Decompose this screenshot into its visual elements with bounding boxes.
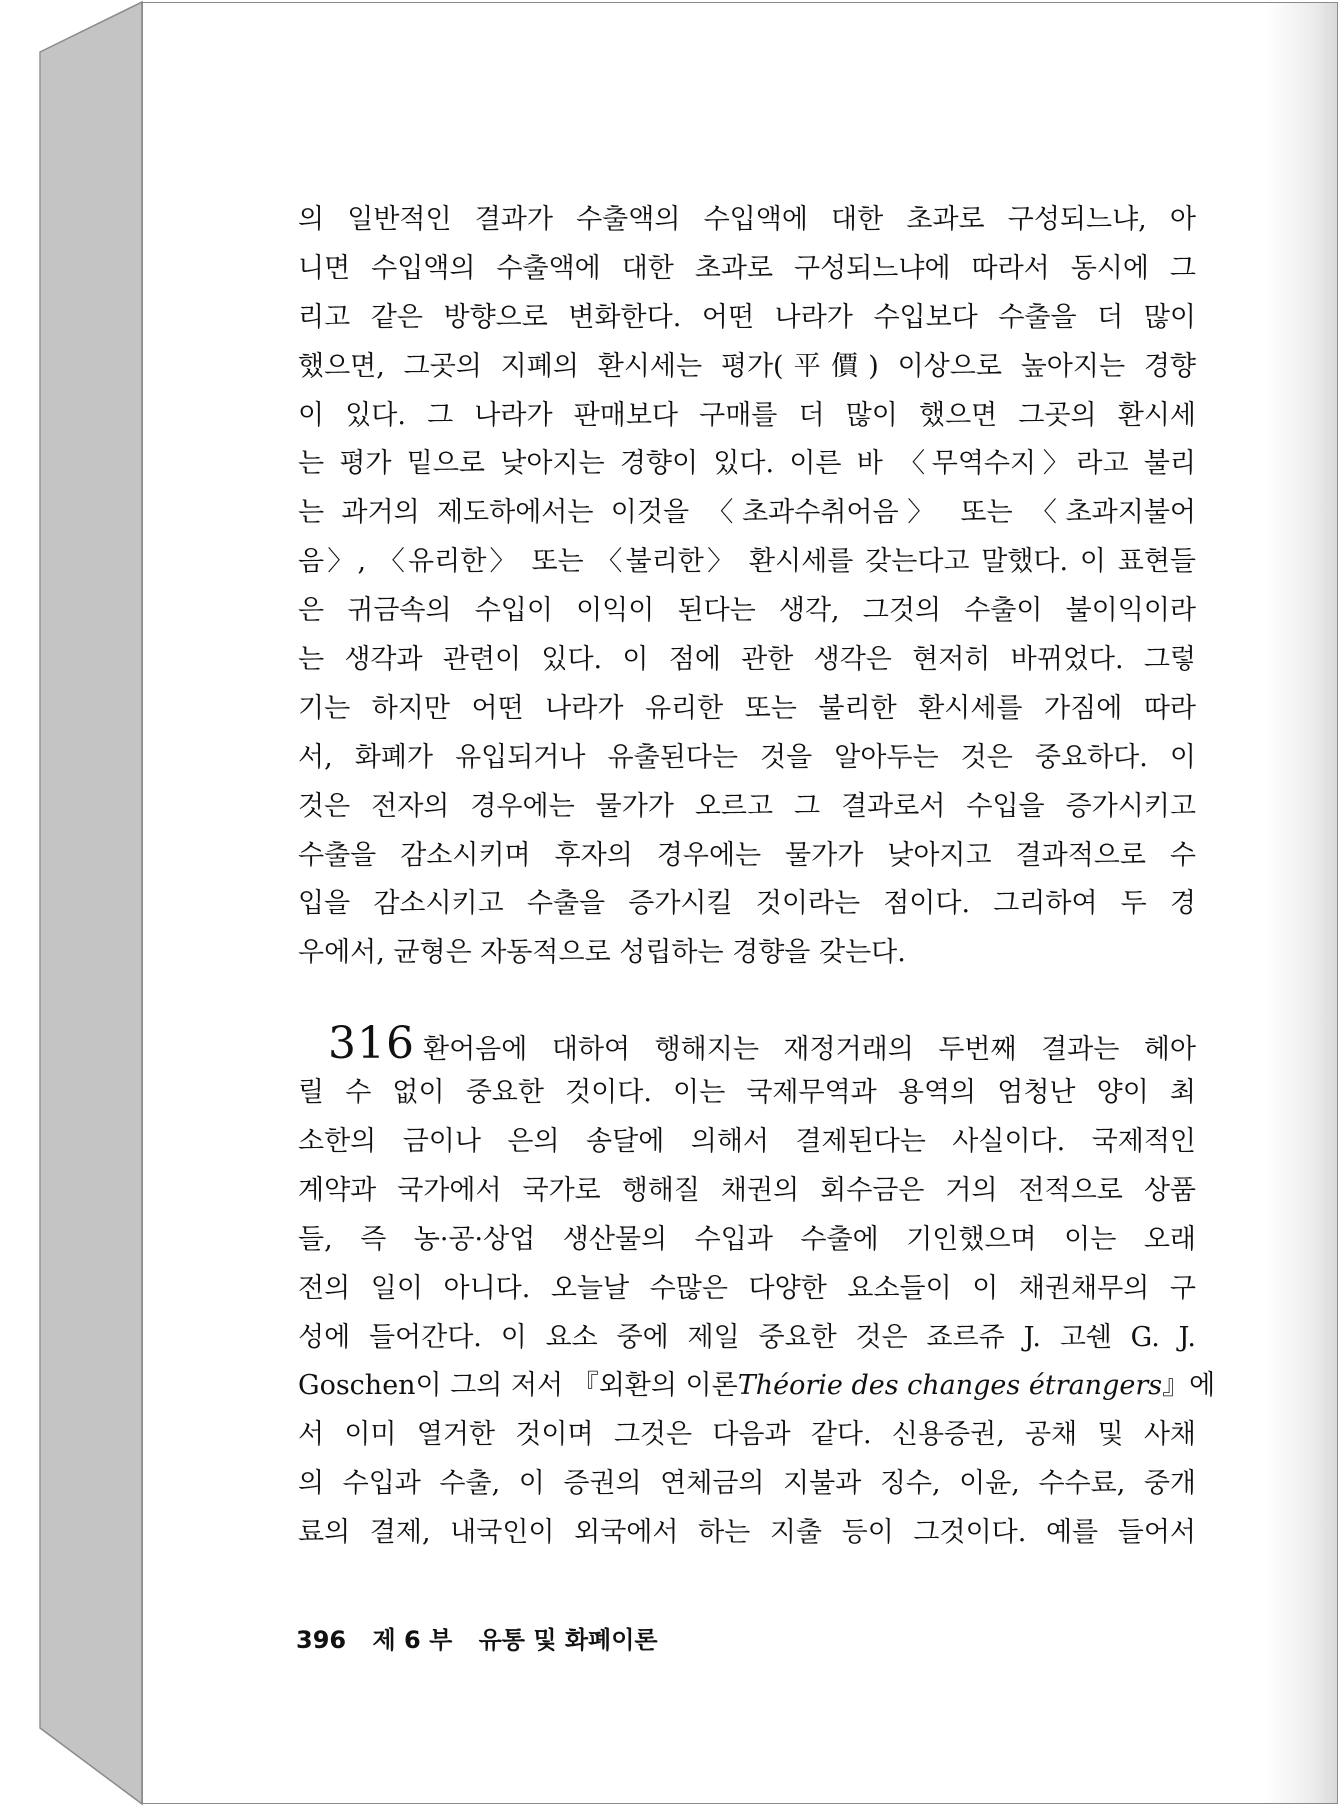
section-number: 316 — [328, 1018, 415, 1070]
goschen-text-end: 』에 — [1162, 1370, 1216, 1402]
text-line — [298, 1020, 1196, 1069]
book-title-italic: Théorie des changes étrangers — [737, 1370, 1163, 1402]
text-line-content: 환어음에 대하여 행해지는 재정거래의 두번째 결과는 헤아 — [422, 1034, 1196, 1066]
text-line: 소한의 금이나 은의 송달에 의해서 결제된다는 사실이다. 국제적인 — [298, 1126, 1196, 1158]
text-line: 성에 들어간다. 이 요소 중에 제일 중요한 것은 죠르쥬 J. 고쉔 G. J. — [298, 1321, 1196, 1353]
text-line: 서, 화폐가 유입되거나 유출된다는 것을 알아두는 것은 중요하다. 이 — [298, 741, 1196, 773]
goschen-text: Goschen이 그의 저서 『외환의 이론 — [298, 1370, 738, 1402]
text-line: 음〉, 〈유리한〉 또는 〈불리한〉 환시세를 갖는다고 말했다. 이 표현들 — [298, 546, 1196, 578]
page-footer — [296, 1620, 676, 1655]
text-line: 들, 즉 농·공·상업 생산물의 수입과 수출에 기인했으며 이는 오래 — [298, 1223, 1196, 1255]
text-line: 우에서, 균형은 자동적으로 성립하는 경향을 갖는다. — [298, 937, 906, 969]
text-line: 는 생각과 관련이 있다. 이 점에 관한 생각은 현저히 바뀌었다. 그렇 — [298, 644, 1196, 676]
text-line: 의 수입과 수출, 이 증권의 연체금의 지불과 징수, 이윤, 수수료, 중개 — [298, 1468, 1196, 1500]
text-line: 수출을 감소시키며 후자의 경우에는 물가가 낮아지고 결과적으로 수 — [298, 839, 1196, 871]
body-text — [298, 196, 1216, 1558]
text-line: 릴 수 없이 중요한 것이다. 이는 국제무역과 용역의 엄청난 양이 최 — [298, 1077, 1196, 1109]
text-line: 것은 전자의 경우에는 물가가 오르고 그 결과로서 수입을 증가시키고 — [298, 790, 1196, 822]
paragraph-1 — [298, 196, 1196, 978]
text-line: 했으면, 그곳의 지폐의 환시세는 평가(平價) 이상으로 높아지는 경향 — [298, 350, 1196, 382]
text-line: 는 과거의 제도하에서는 이것을 〈초과수취어음〉 또는 〈초과지불어 — [298, 497, 1196, 529]
text-line: 리고 같은 방향으로 변화한다. 어떤 나라가 수입보다 수출을 더 많이 — [298, 301, 1196, 333]
text-line: 니면 수입액의 수출액에 대한 초과로 구성되느냐에 따라서 동시에 그 — [298, 252, 1196, 284]
text-line: 계약과 국가에서 국가로 행해질 채권의 회수금은 거의 전적으로 상품 — [298, 1174, 1196, 1206]
text-line: 서 이미 열거한 것이며 그것은 다음과 같다. 신용증권, 공채 및 사채 — [298, 1419, 1196, 1451]
text-line: 은 귀금속의 수입이 이익이 된다는 생각, 그것의 수출이 불이익이라 — [298, 595, 1196, 627]
page-number: 396 — [296, 1626, 347, 1654]
text-line: 전의 일이 아니다. 오늘날 수많은 다양한 요소들이 이 채권채무의 구 — [298, 1272, 1196, 1304]
text-line: 는 평가 밑으로 낮아지는 경향이 있다. 이른 바 〈무역수지〉라고 불리 — [298, 448, 1196, 480]
part-title: 유통 및 화폐이론 — [478, 1626, 658, 1654]
text-line: 이 있다. 그 나라가 판매보다 구매를 더 많이 했으면 그곳의 환시세 — [298, 399, 1196, 431]
text-line — [298, 1362, 1216, 1411]
part-label: 제 6 부 — [372, 1626, 453, 1654]
paragraph-gap — [298, 978, 1196, 1020]
text-line: 기는 하지만 어떤 나라가 유리한 또는 불리한 환시세를 가짐에 따라 — [298, 692, 1196, 724]
text-line: 입을 감소시키고 수출을 증가시킬 것이라는 점이다. 그리하여 두 경 — [298, 888, 1196, 920]
text-line: 료의 결제, 내국인이 외국에서 하는 지출 등이 그것이다. 예를 들어서 — [298, 1517, 1196, 1549]
text-line: 의 일반적인 결과가 수출액의 수입액에 대한 초과로 구성되느냐, 아 — [298, 204, 1196, 235]
paragraph-2 — [298, 1018, 1216, 1558]
